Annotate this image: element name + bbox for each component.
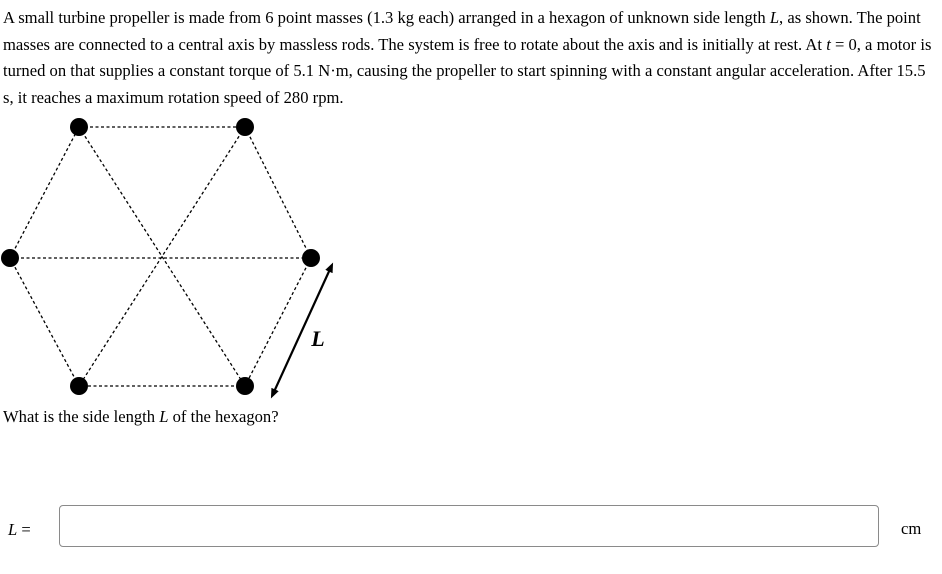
question-part-2: of the hexagon?	[168, 407, 279, 426]
answer-variable-L: L	[8, 520, 18, 539]
hexagon-edge	[10, 127, 79, 258]
point-mass	[1, 249, 19, 267]
point-masses	[1, 118, 320, 395]
hexagon-edge	[245, 127, 311, 258]
hexagon-rods	[10, 127, 311, 386]
problem-text-part-3: = 0, a motor is turned on that supplies a constant torque of 5.1 N·m, causing the propeller to start spinning with a constant angular acceleration. After 15.5 s, it reaches a maximum rotation speed of 280 rpm.	[3, 34, 932, 107]
problem-text-part-1: A small turbine propeller is made from 6 point masses (1.3 kg each) arranged in a hexagon of unknown side length	[3, 8, 770, 27]
problem-paragraph	[3, 5, 933, 111]
question-part-1: What is the side length	[3, 407, 160, 426]
answer-equals: =	[17, 520, 31, 539]
problem-text-part-2: , as shown. The point masses are connected to a central axis by massless rods. The system is free to rotate about the axis and is initially at rest. At	[3, 8, 921, 54]
problem-statement	[3, 5, 933, 111]
hexagon-diagram	[0, 112, 340, 402]
question-text	[3, 405, 279, 429]
answer-label	[8, 518, 31, 542]
question-variable-L: L	[159, 407, 169, 426]
point-mass	[70, 118, 88, 136]
point-mass	[236, 377, 254, 395]
hexagon-edge	[245, 258, 311, 386]
variable-L: L	[769, 8, 780, 27]
unit-label: cm	[901, 519, 922, 538]
point-mass	[70, 377, 88, 395]
side-length-label: L	[311, 326, 325, 351]
hexagon-figure	[0, 112, 340, 402]
hexagon-edge	[10, 258, 79, 386]
variable-t: t	[826, 34, 831, 54]
point-mass	[302, 249, 320, 267]
answer-input[interactable]	[59, 505, 879, 547]
point-mass	[236, 118, 254, 136]
